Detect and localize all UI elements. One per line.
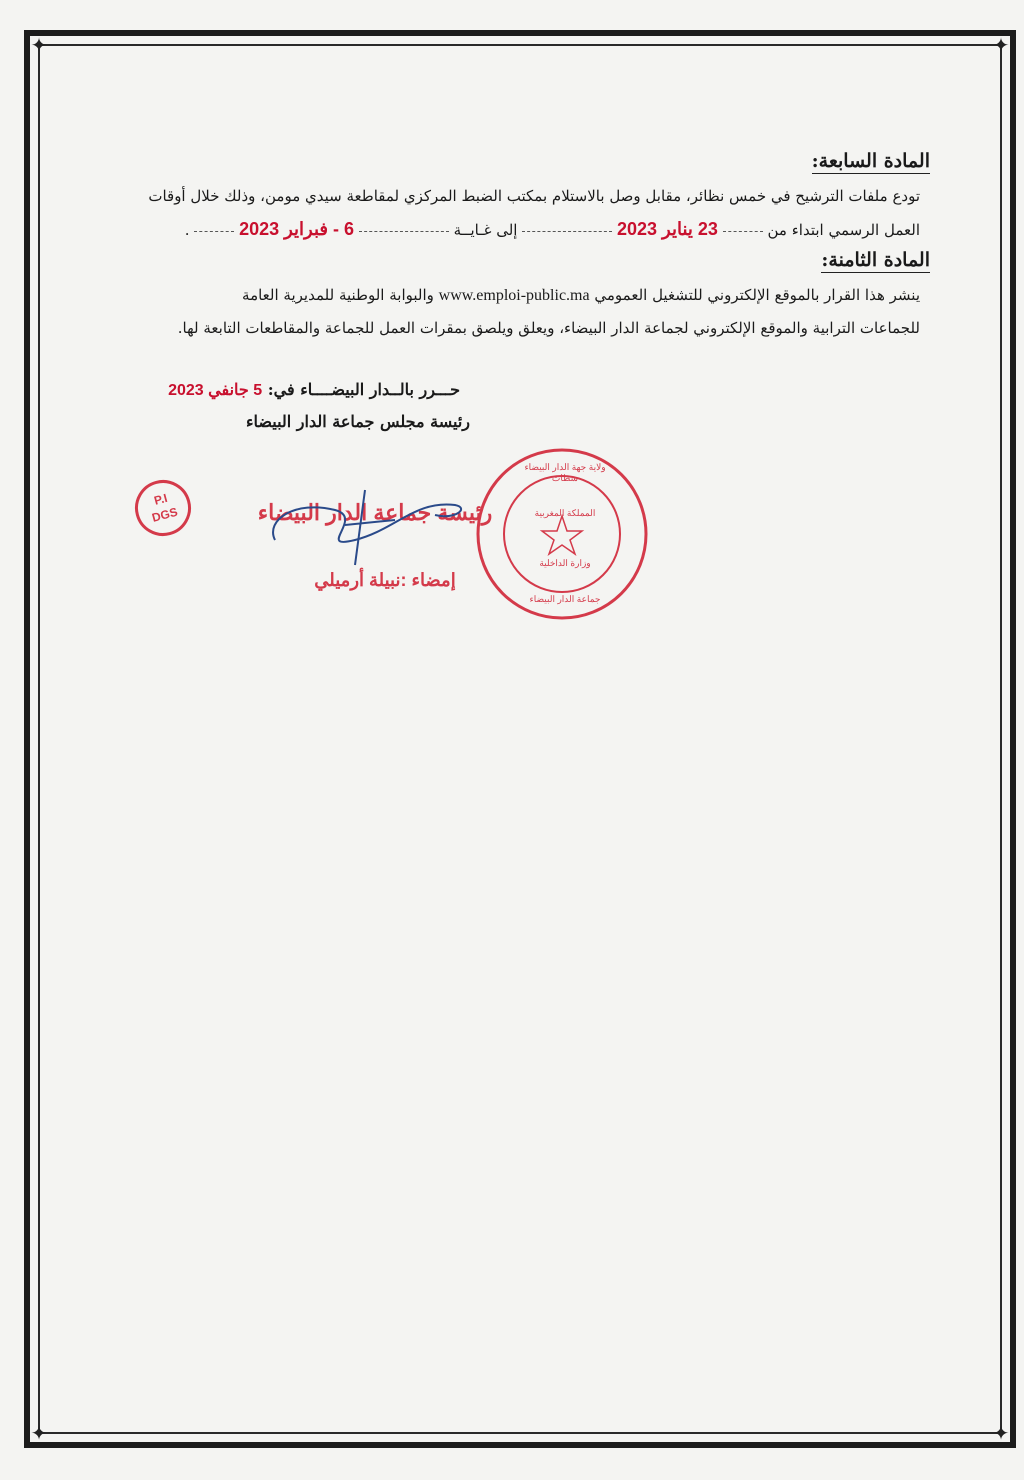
corner-ornament-icon: ✦ (992, 33, 1010, 57)
to-date-stamp: 6 - فبراير 2023 (239, 219, 355, 239)
corner-ornament-icon: ✦ (30, 1421, 48, 1445)
article-7-line-2 (82, 213, 920, 247)
article-8-line-2: للجماعات الترابية والموقع الإلكتروني لجماعة الدار البيضاء، ويعلق ويلصق بمقرات العمل للجماعة والمقاطعات التابعة لها. (177, 319, 920, 337)
seal-inner-bottom: وزارة الداخلية (539, 558, 591, 568)
place-date-line (80, 380, 460, 400)
article-7 (70, 150, 930, 247)
dotted-line (723, 231, 763, 232)
article-8-heading: المادة الثامنة: (821, 249, 930, 271)
corner-ornament-icon: ✦ (992, 1421, 1010, 1445)
dotted-line (194, 231, 234, 232)
article-8 (70, 249, 930, 345)
pi-stamp-top: P.I (152, 490, 169, 508)
article-7-heading: المادة السابعة: (811, 150, 930, 172)
signature-stamp-name: رئيسة جماعة الدار البيضاء (257, 500, 493, 525)
article-7-line-1: تودع ملفات الترشيح في خمس نظائر، مقابل وصل بالاستلام بمكتب الضبط المركزي لمقاطعة سيدي مومن، وذلك خلال أوقات (148, 187, 920, 205)
dotted-line (359, 231, 449, 232)
place-label: حـــرر بالــدار البيضــــاء في: (267, 380, 460, 399)
article-7-line-2-start: العمل الرسمي ابتداء من (767, 221, 920, 239)
seal-outer-top: ولاية جهة الدار البيضاء سطات (524, 462, 606, 483)
seal-outer-bottom: جماعة الدار البيضاء (529, 594, 601, 604)
president-title: رئيسة مجلس جماعة الدار البيضاء (245, 412, 470, 431)
pi-stamp-bottom: DGS (150, 504, 180, 525)
website-url: www.emploi-public.ma (438, 287, 590, 304)
corner-ornament-icon: ✦ (30, 33, 48, 57)
handwritten-signature-icon (255, 480, 475, 570)
from-date-stamp: 23 يناير 2023 (617, 219, 718, 239)
dotted-line (522, 231, 612, 232)
article-8-line-1 (82, 279, 920, 312)
article-8-line-1-a: ينشر هذا القرار بالموقع الإلكتروني للتشغيل العمومي (594, 286, 920, 304)
seal-inner: المملكة المغربية (534, 508, 596, 518)
document-body (70, 150, 930, 345)
place-date-stamp: 5 جانفي 2023 (168, 382, 263, 399)
article-8-line-1-b: والبوابة الوطنية للمديرية العامة (242, 286, 434, 304)
end-mark: . (184, 221, 190, 239)
article-7-text (70, 180, 930, 247)
until-label: إلى غـايــة (453, 221, 518, 239)
signature-stamp-line: إمضاء :نبيلة أرميلي (314, 570, 456, 590)
article-8-text (70, 279, 930, 345)
